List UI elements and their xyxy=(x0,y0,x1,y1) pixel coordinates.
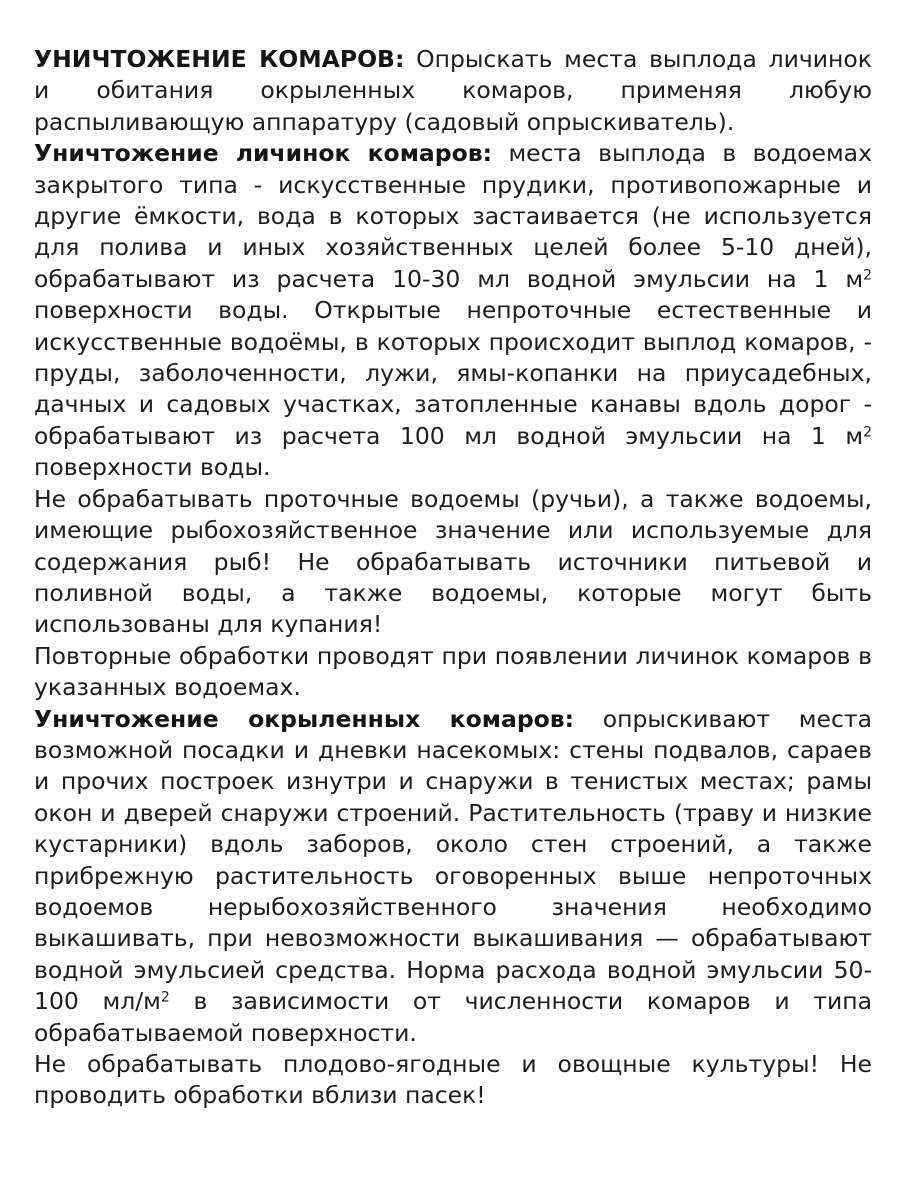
superscript-square-1: 2 xyxy=(863,267,872,284)
text-mosquito-destruction: Опрыскать места выплода личинок и обитания окрыленных комаров, применяя любую распыливающую аппаратуру (садовый опрыскиватель). xyxy=(34,45,872,136)
text-repeat-treatment: Повторные обработки проводят при появлении личинок комаров в указанных водоемах. xyxy=(34,641,872,702)
text-winged-destruction-1: опрыскивают места возможной посадки и дневки насекомых: стены подвалов, сараев и прочих построек изнутри и снаружи в тенистых местах; рамы окон и дверей снаружи строений. Растительность (траву и низкие кустарники) вдоль заборов, около стен строений, а также прибрежную растительность оговоренных выше непроточных водоемов нерыбохозяйственного значения необходимо выкашивать, при невозможности выкашивания — обрабатывают водной эмульсией средства. Норма расхода водной эмульсии 50-100 мл/м xyxy=(34,704,872,1016)
superscript-square-2: 2 xyxy=(863,424,872,441)
heading-mosquito-destruction: УНИЧТОЖЕНИЕ КОМАРОВ: xyxy=(34,45,405,73)
paragraph-larvae-destruction xyxy=(34,138,872,483)
paragraph-winged-destruction xyxy=(34,704,872,1049)
paragraph-repeat-treatment xyxy=(34,641,872,704)
paragraph-warning-crops xyxy=(34,1049,872,1112)
text-winged-destruction-2: в зависимости от численности комаров и типа обрабатываемой поверхности. xyxy=(34,987,873,1047)
heading-winged-destruction: Уничтожение окрыленных комаров: xyxy=(34,704,575,733)
heading-larvae-destruction: Уничтожение личинок комаров: xyxy=(34,139,492,168)
paragraph-mosquito-destruction xyxy=(34,44,872,138)
text-larvae-destruction-3: поверхности воды. xyxy=(34,453,271,482)
text-larvae-destruction-1: места выплода в водоемах закрытого типа - искусственные прудики, противопожарные и другие ёмкости, вода в которых застаивается (не используется для полива и иных хозяйственных целей более 5-10 дней), обрабатывают из расчета 10-30 мл водной эмульсии на 1 м xyxy=(34,139,872,293)
paragraph-warning-water xyxy=(34,484,872,641)
text-warning-water: Не обрабатывать проточные водоемы (ручьи), а также водоемы, имеющие рыбохозяйственное значение или используемые для содержания рыб! Не обрабатывать источники питьевой и поливной воды, а также водоемы, которые могут быть использованы для купания! xyxy=(34,484,872,639)
text-warning-crops: Не обрабатывать плодово-ягодные и овощные культуры! Не проводить обработки вблизи пасек! xyxy=(34,1050,872,1110)
superscript-square-3: 2 xyxy=(160,989,170,1006)
text-larvae-destruction-2: поверхности воды. Открытые непроточные естественные и искусственные водоёмы, в которых происходит выплод комаров, - пруды, заболоченности, лужи, ямы-копанки на приусадебных, дачных и садовых участках, затопленные канавы вдоль дорог - обрабатывают из расчета 100 мл водной эмульсии на 1 м xyxy=(34,296,872,450)
